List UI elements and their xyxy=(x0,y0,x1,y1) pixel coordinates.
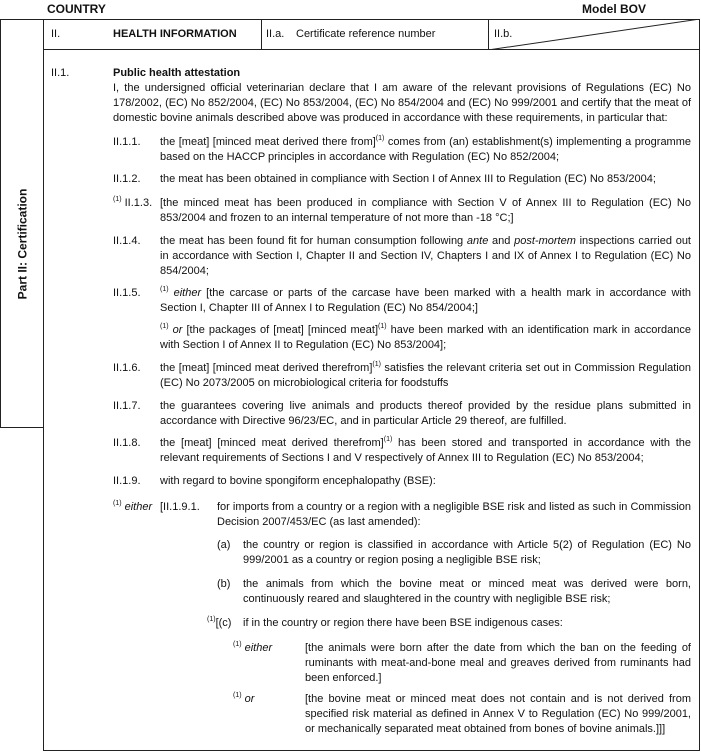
divider xyxy=(261,19,262,50)
item-text: if in the country or region there have been BSE indigenous cases: xyxy=(243,617,563,629)
item-number: II.1.6. xyxy=(113,362,141,374)
item-number: (a) xyxy=(217,539,231,551)
item-text: the country or region is classified in accordance with Article 5(2) of Regulation (EC) No 999/2001 as a country or region posing a negligible BSE risk; xyxy=(243,539,691,566)
item-text: the [meat] [minced meat derived there from]$^{(1)}$ comes from (an) establishment(s) implementing a programme based on the HACCP principles in accordance with Regulation (EC) No 852/2004; xyxy=(160,135,692,163)
item-text: for imports from a country or a region with a negligible BSE risk and listed as such in Commission Decision 2007/453/EC (as last amended): xyxy=(217,501,691,528)
item-text: $^{(1)}$ or [the packages of [meat] [minced meat]$^{(1)}$ have been marked with an identification mark in accordance with Section I of Annex II to Regulation (EC) No 853/2004]; xyxy=(160,323,691,351)
item-text: the [meat] [minced meat derived therefrom]$^{(1)}$ satisfies the relevant criteria set out in Commission Regulation (EC) No 2073/2005 on microbiological criteria for foodstuffs xyxy=(160,361,691,389)
item-text: the animals from which the bovine meat or minced meat was derived were born, continuously reared and slaughtered in the country with negligible BSE risk; xyxy=(243,578,691,605)
ref-label: Certificate reference number xyxy=(296,28,436,40)
item-number: $^{(1)}$ II.1.3. xyxy=(113,196,153,209)
item-text: the meat has been obtained in compliance with Section I of Annex III to Regulation (EC) No 853/2004; xyxy=(160,173,656,185)
item-text: the meat has been found fit for human consumption following ante and post-mortem inspections carried out in accordance with Section I, Chapter II and Section IV, Chapters I and IX of Annex I to Regulation (EC) No 854/2004; xyxy=(160,235,691,277)
item-number: II.1.8. xyxy=(113,437,141,449)
section-title: HEALTH INFORMATION xyxy=(113,28,237,40)
item-marker: $^{(1)}$ or xyxy=(233,692,255,705)
item-marker: $^{(1)}$ either xyxy=(113,500,153,513)
b-number: II.b. xyxy=(494,28,513,40)
country-label: COUNTRY xyxy=(47,2,106,16)
item-text: [the minced meat has been produced in compliance with Section V of Annex III to Regulation (EC) No 853/2004 and frozen to an internal temperature of not more than -18 °C;] xyxy=(160,197,691,224)
item-text: $^{(1)}$ either [the carcase or parts of the carcase have been marked with a health mark in accordance with Section I, Chapter III of Annex I to Regulation (EC) No 854/2004;] xyxy=(160,286,691,314)
item-number: II.1.7. xyxy=(113,400,141,412)
item-number: $^{(1)}$[(c) xyxy=(207,616,232,629)
item-text: [the bovine meat or minced meat does not contain and is not derived from specified risk material as defined in Annex V to Regulation (EC) No 999/2001, or mechanically separated meat obtained from bones of bovine animals.]]] xyxy=(305,693,691,735)
item-number: II.1.1. xyxy=(113,136,141,148)
section-number: II. xyxy=(51,28,61,40)
item-number: (b) xyxy=(217,578,231,590)
subsection-title: Public health attestation xyxy=(113,67,241,79)
item-text: [the animals were born after the date from which the ban on the feeding of ruminants with meat-and-bone meal and greaves derived from ruminants had been enforced.] xyxy=(305,642,691,684)
item-text: the guarantees covering live animals and products thereof provided by the residue plans submitted in accordance with Directive 96/23/EC, and in particular Article 29 thereof, are fulfilled. xyxy=(160,400,691,427)
diagonal-line xyxy=(488,19,700,50)
item-number: II.1.9. xyxy=(113,475,141,487)
item-marker: $^{(1)}$ either xyxy=(233,641,273,654)
item-number: II.1.4. xyxy=(113,235,141,247)
intro-paragraph: I, the undersigned official veterinarian declare that I am aware of the relevant provisions of Regulations (EC) No 178/2002, (EC) No 852/2004, (EC) No 853/2004, (EC) No 854/2004 and (EC) No 999/2001 and certify that the meat of domestic bovine animals described above was produced in accordance with these requirements, in particular that: xyxy=(113,82,691,124)
item-number: II.1.2. xyxy=(113,173,141,185)
subsection-number: II.1. xyxy=(51,67,70,79)
ref-number: II.a. xyxy=(266,28,285,40)
model-label: Model BOV xyxy=(582,2,647,16)
sidebar-label: Part II: Certification xyxy=(15,188,30,300)
item-number: [II.1.9.1. xyxy=(160,501,200,513)
item-number: II.1.5. xyxy=(113,287,141,299)
item-text: the [meat] [minced meat derived therefrom]$^{(1)}$ has been stored and transported in accordance with the relevant requirements of Sections I and V respectively of Annex III to Regulation (EC) No 853/2004; xyxy=(160,436,691,464)
sidebar xyxy=(0,19,44,428)
item-text: with regard to bovine spongiform encephalopathy (BSE): xyxy=(160,475,436,487)
